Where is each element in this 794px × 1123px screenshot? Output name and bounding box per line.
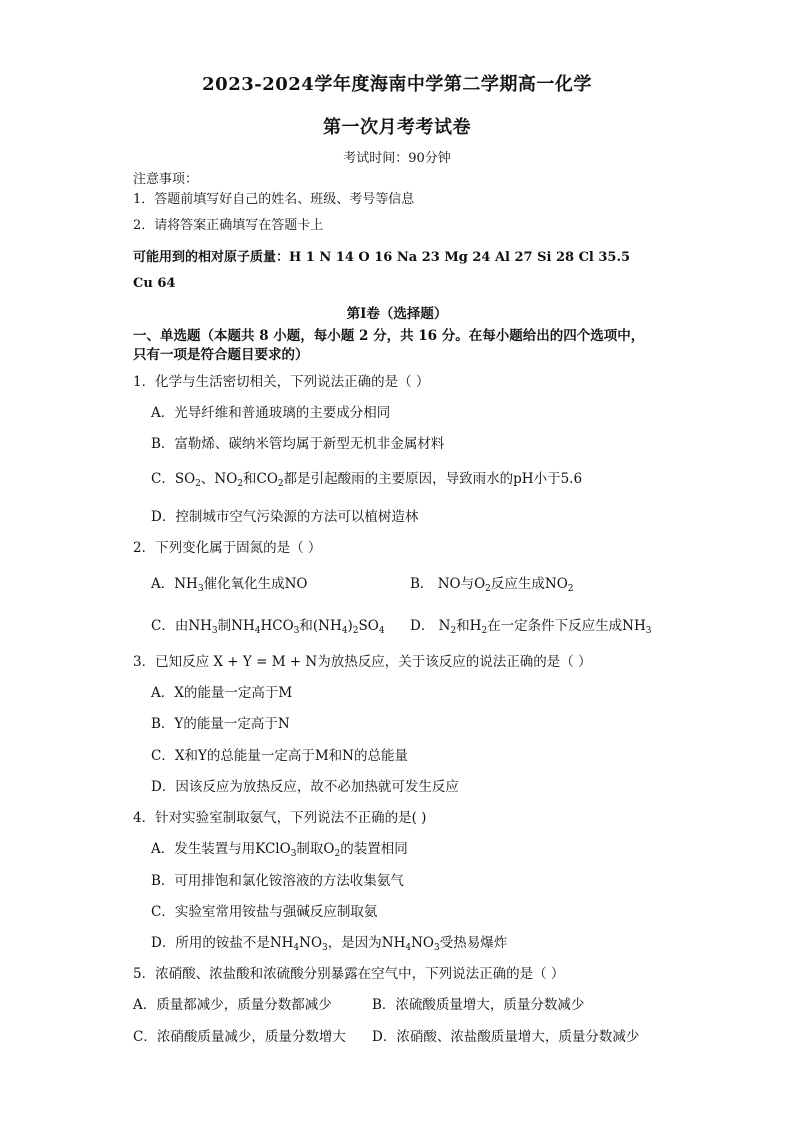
notes-item: 2．请将答案正确填写在答题卡上 <box>133 218 324 233</box>
option-b: B． NO与$O_2$反应生成$NO_2$ <box>410 576 574 594</box>
option-c: C．X和Y的总能量一定高于M和N的总能量 <box>151 748 408 764</box>
question-stem: 2．下列变化属于固氮的是（ ） <box>133 540 322 556</box>
option-d: D．所用的铵盐不是$NH_4NO_3$，是因为$NH_4NO_3$受热易爆炸 <box>151 935 508 953</box>
option-c: C．浓硝酸质量减少，质量分数增大 <box>133 1029 346 1045</box>
option-d: D．因该反应为放热反应，故不必加热就可发生反应 <box>151 779 459 795</box>
atomic-mass-line: 可能用到的相对原子质量：H 1 N 14 O 16 Na 23 Mg 24 Al 27 Si 28 Cl 35.5 <box>133 250 631 265</box>
option-d: D．控制城市空气污染源的方法可以植树造林 <box>151 509 419 525</box>
exam-time: 考试时间：90分钟 <box>343 151 451 166</box>
exam-subtitle: 第一次月考考试卷 <box>323 117 471 138</box>
option-a: A．发生装置与用KClO$_3$制取$O_2$的装置相同 <box>151 841 408 859</box>
section-instruction: 一、单选题（本题共 8 小题，每小题 2 分，共 16 分。在每小题给出的四个选项中， <box>133 328 645 344</box>
option-b: B．可用排饱和氯化铵溶液的方法收集氨气 <box>151 873 404 889</box>
section-title: 第I卷（选择题） <box>346 306 448 322</box>
option-b: B．Y的能量一定高于N <box>151 716 290 732</box>
atomic-mass-line-cont: Cu 64 <box>133 276 176 291</box>
option-b: B．富勒烯、碳纳米管均属于新型无机非金属材料 <box>151 436 445 452</box>
exam-title: 2023-2024学年度海南中学第二学期高一化学 <box>202 74 592 95</box>
option-a: A．X的能量一定高于M <box>151 685 293 701</box>
option-b: B．浓硫酸质量增大，质量分数减少 <box>372 997 585 1013</box>
question-stem: 1．化学与生活密切相关，下列说法正确的是（ ） <box>133 374 430 390</box>
question-stem: 5．浓硝酸、浓盐酸和浓硫酸分别暴露在空气中，下列说法正确的是（ ） <box>133 966 565 982</box>
option-d: D．浓硝酸、浓盐酸质量增大，质量分数减少 <box>372 1029 640 1045</box>
option-c: C．由$NH_3$制$NH_4HCO_3$和$(NH_4)_2SO_4$ <box>151 618 385 636</box>
option-d: D． $N_2$和$H_2$在一定条件下反应生成$NH_3$ <box>410 618 652 636</box>
question-stem: 4．针对实验室制取氨气，下列说法不正确的是( ) <box>133 810 427 826</box>
option-a: A．质量都减少，质量分数都减少 <box>133 997 332 1013</box>
option-c: C．实验室常用铵盐与强碱反应制取氨 <box>151 904 378 920</box>
option-c: C．$SO_2$、$NO_2$和$CO_2$都是引起酸雨的主要原因，导致雨水的pH小于5.6 <box>151 471 583 489</box>
notes-heading: 注意事项： <box>133 172 199 187</box>
option-a: A．光导纤维和普通玻璃的主要成分相同 <box>151 405 391 421</box>
notes-item: 1．答题前填写好自己的姓名、班级、考号等信息 <box>133 192 415 207</box>
question-stem: 3．已知反应 X + Y = M + N为放热反应，关于该反应的说法正确的是（ ） <box>133 654 592 670</box>
section-instruction-cont: 只有一项是符合题目要求的） <box>133 347 309 363</box>
option-a: A．$NH_3$催化氧化生成NO <box>151 576 308 594</box>
